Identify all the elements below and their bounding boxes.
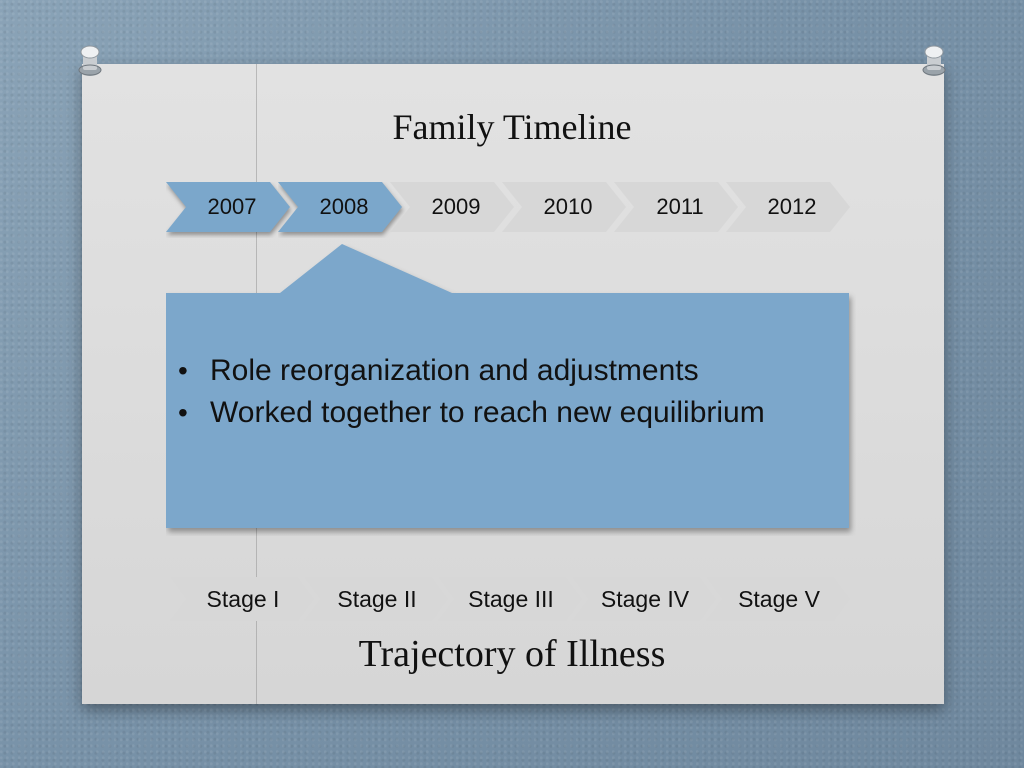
bullet-item: • Worked together to reach new equilibrium [178, 392, 765, 434]
year-chevron-2010 [502, 182, 626, 232]
stage-label: Stage I [206, 585, 280, 612]
pushpin-icon [70, 42, 110, 82]
year-chevron-2012 [726, 182, 850, 232]
year-label: 2010 [543, 194, 593, 219]
year-label: 2012 [767, 194, 817, 219]
year-label: 2008 [319, 194, 369, 219]
stage-label: Stage IV [600, 585, 690, 612]
trajectory-title: Trajectory of Illness [358, 633, 666, 675]
slide-title: Family Timeline [392, 107, 632, 147]
stage-label: Stage III [468, 585, 554, 612]
bullet-item: • Role reorganization and adjustments [178, 350, 765, 392]
stage-chevron [438, 577, 582, 621]
callout-bullets [178, 350, 765, 434]
stage-label: Stage V [738, 585, 820, 612]
year-label: 2011 [656, 194, 704, 219]
year-chevron-2007 [166, 182, 290, 232]
year-label: 2009 [431, 194, 481, 219]
stage-chevron [706, 577, 850, 621]
stage-chevron [304, 577, 448, 621]
stage-chevron [170, 577, 314, 621]
year-chevron-2009 [390, 182, 514, 232]
stage-label: Stage II [337, 585, 417, 612]
pushpin-icon [914, 42, 954, 82]
year-chevron-2011 [614, 182, 738, 232]
year-label: 2007 [207, 194, 257, 219]
stage-chevron [572, 577, 716, 621]
year-chevron-2008 [278, 182, 402, 232]
